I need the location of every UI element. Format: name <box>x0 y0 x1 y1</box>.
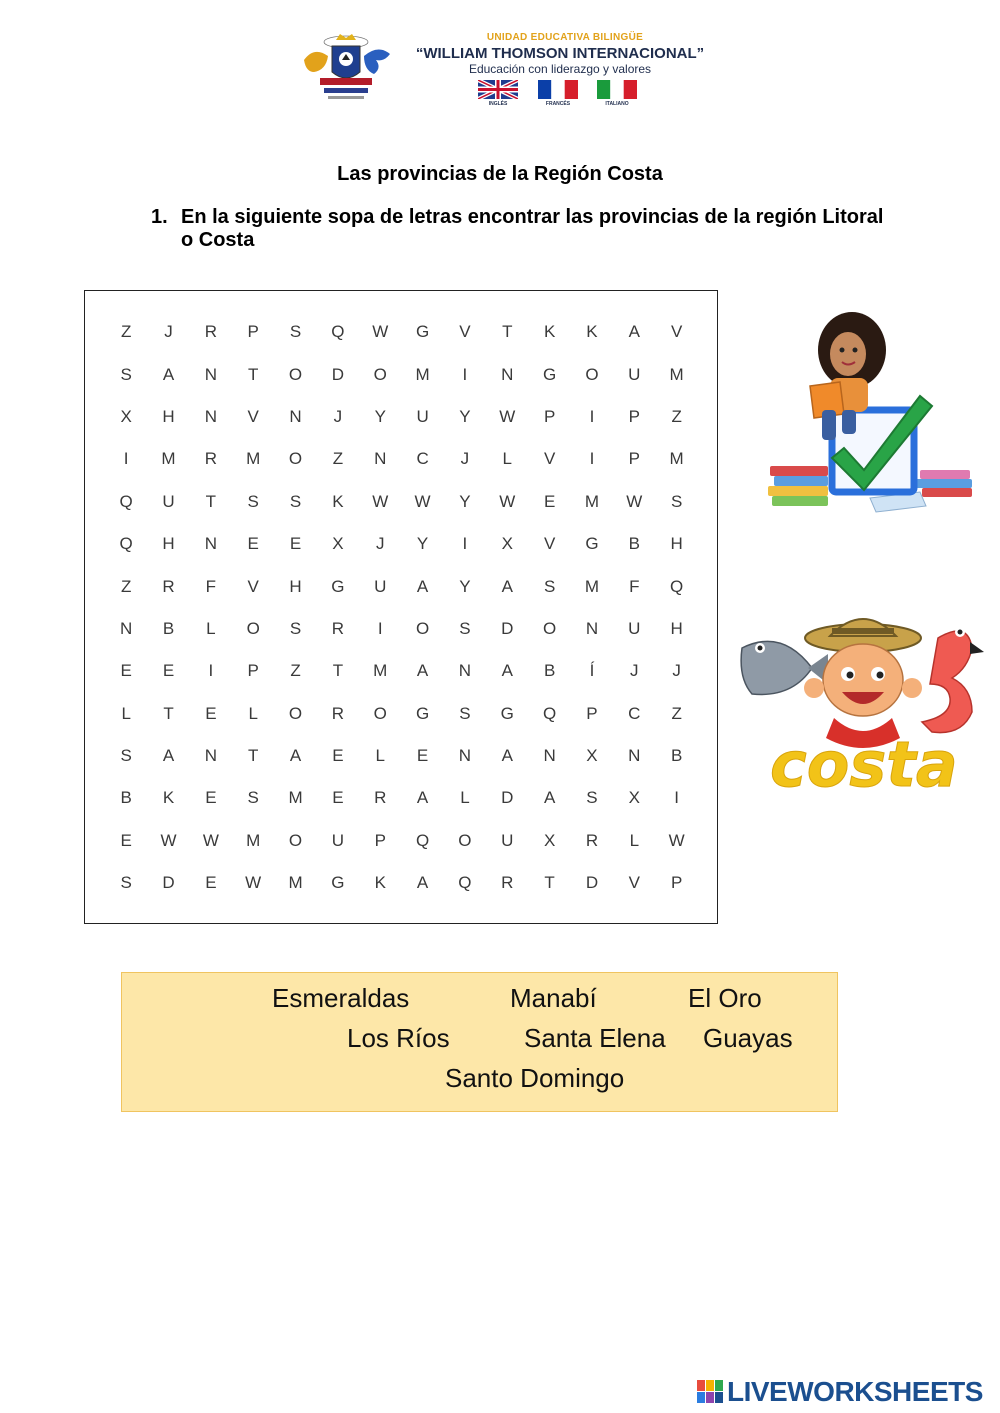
grid-row <box>105 777 698 819</box>
grid-cell[interactable]: R <box>204 449 217 469</box>
grid-cell[interactable]: E <box>205 873 217 893</box>
grid-cell[interactable]: S <box>120 746 132 766</box>
grid-cell[interactable]: S <box>289 618 302 638</box>
grid-cell[interactable]: K <box>374 873 386 893</box>
grid-cell[interactable]: E <box>332 788 344 808</box>
grid-cell[interactable]: Y <box>459 406 471 426</box>
grid-cell[interactable]: H <box>162 534 175 554</box>
liveworksheets-brand <box>697 1376 997 1408</box>
grid-cell[interactable]: K <box>543 322 556 342</box>
grid-row <box>105 735 698 777</box>
grid-cell[interactable]: T <box>163 703 174 723</box>
grid-cell[interactable]: P <box>374 830 386 850</box>
grid-cell[interactable]: V <box>543 534 556 554</box>
grid-cell[interactable]: S <box>670 491 683 511</box>
flag-label-italian: ITALIANO <box>605 101 629 107</box>
word-bank-item: Los Ríos <box>347 1023 450 1053</box>
grid-cell[interactable]: D <box>501 788 514 808</box>
grid-cell[interactable]: C <box>416 449 429 469</box>
grid-cell[interactable]: B <box>120 788 132 808</box>
grid-cell[interactable]: P <box>628 449 640 469</box>
grid-cell[interactable]: W <box>202 830 219 850</box>
grid-cell[interactable]: J <box>672 661 681 681</box>
instruction-text: En la siguiente sopa de letras encontrar las provincias de la región Litoral o Costa <box>181 206 884 251</box>
grid-cell[interactable]: X <box>586 746 598 766</box>
grid-cell[interactable]: N <box>628 746 641 766</box>
grid-cell[interactable]: X <box>628 788 640 808</box>
grid-cell[interactable]: J <box>460 449 470 469</box>
grid-cell[interactable]: V <box>247 406 259 426</box>
grid-cell[interactable]: I <box>589 449 595 469</box>
grid-cell[interactable]: N <box>204 746 217 766</box>
grid-row <box>105 862 698 904</box>
grid-cell[interactable]: S <box>120 364 132 384</box>
word-search-grid <box>84 290 718 924</box>
grid-cell[interactable]: P <box>670 873 683 893</box>
grid-cell[interactable]: A <box>416 873 429 893</box>
grid-cell[interactable]: D <box>331 364 345 384</box>
grid-cell[interactable]: M <box>669 449 684 469</box>
grid-cell[interactable]: M <box>246 830 261 850</box>
grid-cell[interactable]: X <box>543 830 556 850</box>
grid-cell[interactable]: N <box>120 618 133 638</box>
grid-cell[interactable]: I <box>674 788 679 808</box>
word-bank-item: Santo Domingo <box>445 1063 625 1093</box>
page-title: Las provincias de la Región Costa <box>337 163 663 185</box>
grid-cell[interactable]: M <box>288 873 303 893</box>
grid-cell[interactable]: W <box>414 491 431 511</box>
grid-cell[interactable]: U <box>162 491 175 511</box>
grid-row <box>105 608 698 650</box>
grid-cell[interactable]: B <box>670 746 683 766</box>
grid-cell[interactable]: D <box>585 873 599 893</box>
grid-cell[interactable]: L <box>460 788 470 808</box>
grid-cell[interactable]: S <box>247 491 259 511</box>
grid-cell[interactable]: M <box>246 449 261 469</box>
grid-cell[interactable]: W <box>626 491 643 511</box>
grid-cell[interactable]: W <box>668 830 685 850</box>
grid-cell[interactable]: H <box>670 534 683 554</box>
grid-cell[interactable]: Y <box>374 406 386 426</box>
grid-cell[interactable]: G <box>542 364 557 384</box>
grid-cell[interactable]: K <box>332 491 344 511</box>
grid-cell[interactable]: Z <box>290 661 301 681</box>
grid-cell[interactable]: J <box>375 534 385 554</box>
grid-cell[interactable]: Y <box>459 491 471 511</box>
grid-cell[interactable]: L <box>121 703 131 723</box>
grid-cell[interactable]: N <box>458 746 472 766</box>
grid-row <box>105 438 698 480</box>
grid-cell[interactable]: G <box>415 703 430 723</box>
grid-cell[interactable]: Q <box>119 491 133 511</box>
grid-cell[interactable]: N <box>585 618 599 638</box>
grid-cell[interactable]: Z <box>671 406 682 426</box>
grid-row <box>105 820 698 862</box>
grid-row <box>105 353 698 395</box>
grid-cell[interactable]: I <box>589 406 595 426</box>
grid-cell[interactable]: O <box>288 449 303 469</box>
grid-cell[interactable]: L <box>375 746 385 766</box>
grid-cell[interactable]: R <box>374 788 387 808</box>
grid-cell[interactable]: L <box>248 703 258 723</box>
grid-cell[interactable]: U <box>628 364 641 384</box>
grid-cell[interactable]: U <box>331 830 345 850</box>
grid-cell[interactable]: M <box>161 449 176 469</box>
grid-cell[interactable]: T <box>248 364 259 384</box>
instruction-number: 1. <box>151 206 168 228</box>
grid-cell[interactable]: B <box>543 661 556 681</box>
grid-cell[interactable]: M <box>584 576 600 596</box>
grid-cell[interactable]: Q <box>331 322 345 342</box>
grid-cell[interactable]: R <box>501 873 514 893</box>
grid-cell[interactable]: W <box>499 406 516 426</box>
grid-cell[interactable]: Z <box>120 576 132 596</box>
liveworksheets-logo-icon <box>697 1380 723 1404</box>
grid-cell[interactable]: A <box>416 661 429 681</box>
grid-cell[interactable]: N <box>204 364 217 384</box>
grid-cell[interactable]: E <box>120 661 132 681</box>
grid-cell[interactable]: T <box>332 661 344 681</box>
grid-cell[interactable]: J <box>164 322 173 342</box>
grid-cell[interactable]: I <box>377 618 383 638</box>
grid-cell[interactable]: O <box>246 618 260 638</box>
grid-cell[interactable]: I <box>462 534 468 554</box>
word-bank-item: Guayas <box>703 1023 793 1053</box>
grid-cell[interactable]: V <box>459 322 471 342</box>
grid-cell[interactable]: W <box>245 873 262 893</box>
grid-cell[interactable]: Q <box>542 703 557 723</box>
grid-cell[interactable]: A <box>501 661 513 681</box>
grid-cell[interactable]: E <box>205 788 217 808</box>
grid-cell[interactable]: N <box>458 661 472 681</box>
grid-cell[interactable]: O <box>288 364 303 384</box>
grid-cell[interactable]: M <box>288 788 303 808</box>
grid-cell[interactable]: P <box>247 661 259 681</box>
uk-flag-icon <box>478 80 518 99</box>
grid-cell[interactable]: J <box>333 406 343 426</box>
word-bank <box>121 972 838 1112</box>
grid-cell[interactable]: P <box>586 703 598 723</box>
grid-cell[interactable]: V <box>628 873 640 893</box>
france-flag-icon <box>538 80 578 99</box>
grid-cell[interactable]: T <box>248 746 259 766</box>
school-subtitle: UNIDAD EDUCATIVA BILINGÜE <box>486 32 644 43</box>
grid-cell[interactable]: A <box>289 746 302 766</box>
grid-cell[interactable]: J <box>630 661 639 681</box>
grid-cell[interactable]: Q <box>119 534 133 554</box>
grid-cell[interactable]: Í <box>589 661 595 681</box>
grid-cell[interactable]: A <box>416 788 429 808</box>
school-crest-logo <box>298 30 394 106</box>
grid-cell[interactable]: U <box>501 830 514 850</box>
italy-flag-icon <box>597 80 637 99</box>
grid-cell[interactable]: O <box>373 364 387 384</box>
grid-cell[interactable]: N <box>374 449 387 469</box>
grid-cell[interactable]: S <box>289 322 302 342</box>
girl-reading-checkmark-illustration <box>760 298 985 520</box>
grid-cell[interactable]: G <box>500 703 514 723</box>
flag-label-french: FRANCÉS <box>545 101 571 107</box>
grid-cell[interactable]: Q <box>458 873 472 893</box>
grid-cell[interactable]: B <box>162 618 175 638</box>
grid-cell[interactable]: U <box>374 576 387 596</box>
grid-cell[interactable]: N <box>501 364 514 384</box>
grid-cell[interactable]: R <box>204 322 217 342</box>
grid-cell[interactable]: E <box>416 746 429 766</box>
grid-cell[interactable]: B <box>628 534 640 554</box>
grid-cell[interactable]: W <box>160 830 177 850</box>
grid-cell[interactable]: V <box>543 449 556 469</box>
grid-cell[interactable]: K <box>586 322 598 342</box>
grid-cell[interactable]: L <box>502 449 512 469</box>
grid-cell[interactable]: F <box>205 576 217 596</box>
grid-cell[interactable]: I <box>462 364 468 384</box>
grid-cell[interactable]: F <box>629 576 640 596</box>
grid-cell[interactable]: W <box>499 491 516 511</box>
grid-cell[interactable]: Z <box>671 703 682 723</box>
grid-cell[interactable]: M <box>669 364 684 384</box>
grid-cell[interactable]: Y <box>416 534 429 554</box>
grid-cell[interactable]: G <box>415 322 430 342</box>
grid-cell[interactable]: O <box>288 830 303 850</box>
grid-row <box>105 481 698 523</box>
grid-cell[interactable]: N <box>204 406 217 426</box>
word-bank-item: Esmeraldas <box>272 983 410 1013</box>
grid-cell[interactable]: S <box>459 703 471 723</box>
grid-cell[interactable]: X <box>120 406 132 426</box>
grid-cell[interactable]: M <box>373 661 388 681</box>
grid-cell[interactable]: P <box>247 322 259 342</box>
grid-cell[interactable]: O <box>415 618 430 638</box>
grid-cell[interactable]: U <box>628 618 641 638</box>
grid-cell[interactable]: R <box>331 703 345 723</box>
grid-cell[interactable]: G <box>585 534 599 554</box>
grid-cell[interactable]: G <box>331 576 345 596</box>
grid-cell[interactable]: R <box>585 830 599 850</box>
footer-brand-text: LIVEWORKSHEETS <box>727 1376 983 1407</box>
grid-letters <box>105 311 698 904</box>
grid-cell[interactable]: E <box>162 661 175 681</box>
grid-cell[interactable]: A <box>416 576 429 596</box>
grid-cell[interactable]: P <box>543 406 556 426</box>
grid-cell[interactable]: M <box>415 364 430 384</box>
grid-cell[interactable]: A <box>162 746 175 766</box>
grid-cell[interactable]: W <box>372 491 389 511</box>
grid-cell[interactable]: S <box>289 491 302 511</box>
word-bank-item: El Oro <box>688 983 762 1013</box>
grid-cell[interactable]: U <box>416 406 429 426</box>
grid-cell[interactable]: V <box>670 322 683 342</box>
grid-row <box>105 311 698 353</box>
grid-cell[interactable]: R <box>331 618 345 638</box>
grid-cell[interactable]: A <box>162 364 175 384</box>
grid-row <box>105 650 698 692</box>
grid-cell[interactable]: O <box>458 830 472 850</box>
grid-cell[interactable]: O <box>288 703 303 723</box>
grid-cell[interactable]: O <box>542 618 557 638</box>
grid-cell[interactable]: T <box>544 873 555 893</box>
grid-row <box>105 396 698 438</box>
grid-cell[interactable]: X <box>332 534 344 554</box>
school-name: “WILLIAM THOMSON INTERNACIONAL” <box>415 45 705 62</box>
grid-cell[interactable]: R <box>162 576 175 596</box>
grid-cell[interactable]: W <box>372 322 389 342</box>
grid-cell[interactable]: D <box>162 873 175 893</box>
grid-cell[interactable]: I <box>208 661 214 681</box>
grid-row <box>105 523 698 565</box>
grid-cell[interactable]: M <box>584 491 600 511</box>
grid-cell[interactable]: S <box>247 788 259 808</box>
grid-cell[interactable]: S <box>459 618 471 638</box>
grid-cell[interactable]: D <box>501 618 514 638</box>
grid-cell[interactable]: E <box>120 830 132 850</box>
grid-cell[interactable]: Q <box>415 830 430 850</box>
grid-cell[interactable]: H <box>670 618 683 638</box>
grid-cell[interactable]: T <box>502 322 513 342</box>
grid-cell[interactable]: H <box>162 406 175 426</box>
school-motto: Educación con liderazgo y valores <box>468 62 652 76</box>
grid-cell[interactable]: Z <box>120 322 132 342</box>
grid-cell[interactable]: E <box>543 491 556 511</box>
grid-cell[interactable]: T <box>205 491 217 511</box>
word-bank-item: Manabí <box>510 983 597 1013</box>
grid-cell[interactable]: N <box>204 534 217 554</box>
grid-cell[interactable]: O <box>373 703 387 723</box>
word-bank-item: Santa Elena <box>524 1023 666 1053</box>
grid-cell[interactable]: A <box>628 322 640 342</box>
grid-cell[interactable]: N <box>543 746 556 766</box>
grid-cell[interactable]: E <box>332 746 344 766</box>
grid-cell[interactable]: K <box>162 788 175 808</box>
grid-cell[interactable]: A <box>543 788 556 808</box>
grid-cell[interactable]: A <box>501 746 513 766</box>
grid-cell[interactable]: P <box>628 406 640 426</box>
grid-cell[interactable]: Q <box>670 576 684 596</box>
grid-cell[interactable]: E <box>247 534 259 554</box>
grid-cell[interactable]: N <box>289 406 302 426</box>
grid-cell[interactable]: S <box>586 788 598 808</box>
grid-cell[interactable]: Y <box>459 576 471 596</box>
grid-cell[interactable]: E <box>289 534 302 554</box>
costa-label: costa <box>770 728 958 798</box>
grid-cell[interactable]: Z <box>332 449 344 469</box>
grid-cell[interactable]: G <box>331 873 345 893</box>
grid-cell[interactable]: X <box>501 534 513 554</box>
grid-cell[interactable]: L <box>629 830 640 850</box>
grid-cell[interactable]: L <box>206 618 216 638</box>
grid-cell[interactable]: C <box>628 703 641 723</box>
flag-label-english: INGLÉS <box>488 101 508 107</box>
grid-row <box>105 693 698 735</box>
grid-cell[interactable]: I <box>123 449 129 469</box>
grid-cell[interactable]: E <box>205 703 217 723</box>
grid-cell[interactable]: V <box>247 576 259 596</box>
grid-cell[interactable]: O <box>585 364 599 384</box>
grid-cell[interactable]: H <box>289 576 302 596</box>
grid-row <box>105 565 698 607</box>
grid-cell[interactable]: S <box>120 873 132 893</box>
grid-cell[interactable]: S <box>543 576 556 596</box>
costa-cartoon-illustration <box>738 608 1000 798</box>
grid-cell[interactable]: A <box>501 576 513 596</box>
